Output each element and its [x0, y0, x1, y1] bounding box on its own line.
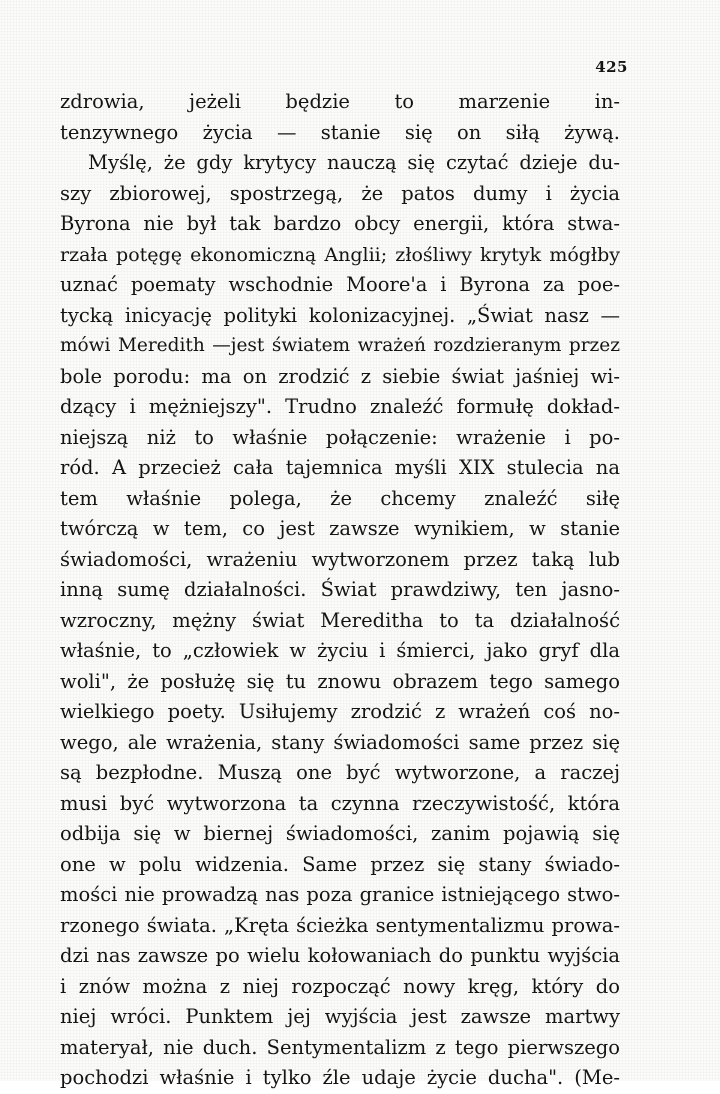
text-line: inną sumę działalności. Świat prawdziwy, ten jasno-	[60, 578, 620, 601]
text-line: zdrowia, jeżeli będzie to marzenie in-	[60, 90, 620, 113]
text-line: uznać poematy wschodnie Moore'a i Byrona za poe-	[60, 273, 620, 296]
text-line: musi być wytworzona ta czynna rzeczywistość, która	[60, 791, 620, 815]
page-number: 425	[595, 58, 628, 76]
text-line: twórczą w tem, co jest zawsze wynikiem, w stanie	[60, 517, 620, 540]
text-line: mości nie prowadzą nas poza granice istniejącego stwo-	[60, 883, 620, 906]
text-line: wzroczny, mężny świat Mereditha to ta działalność	[60, 608, 620, 632]
text-line: mówi Meredith —jest światem wrażeń rozdzieranym przez	[60, 335, 620, 356]
body-text	[60, 87, 620, 1094]
text-line: szy zbiorowej, spostrzegą, że patos dumy i życia	[60, 181, 620, 205]
paragraph-start-line: Myślę, że gdy krytycy nauczą się czytać dzieje du-	[88, 151, 620, 174]
text-line: Byrona nie był tak bardzo obcy energii, która stwa-	[60, 212, 620, 235]
text-line: ród. A przecież cała tajemnica myśli XIX stulecia na	[60, 456, 620, 479]
text-line: świadomości, wrażeniu wytworzonem przez taką lub	[60, 547, 620, 571]
text-line: odbija się w biernej świadomości, zanim pojawią się	[60, 822, 620, 845]
text-line: dzący i mężniejszy". Trudno znaleźć formułę dokład-	[60, 395, 620, 418]
text-line: właśnie, to „człowiek w życiu i śmierci, jako gryf dla	[60, 639, 620, 662]
text-line: materyał, nie duch. Sentymentalizm z tego pierwszego	[60, 1035, 620, 1059]
text-line: niejszą niż to właśnie połączenie: wrażenie i po-	[60, 425, 620, 449]
text-line: bole porodu: ma on zrodzić z siebie świat jaśniej wi-	[60, 364, 620, 388]
text-line: rzonego świata. „Kręta ścieżka sentymentalizmu prowa-	[60, 913, 620, 937]
text-line: tem właśnie polega, że chcemy znaleźć siłę	[60, 486, 620, 510]
text-line: wielkiego poety. Usiłujemy zrodzić z wrażeń coś no-	[60, 700, 620, 723]
text-line: niej wróci. Punktem jej wyjścia jest zawsze martwy	[60, 1005, 620, 1028]
text-line: wego, ale wrażenia, stany świadomości same przez się	[60, 730, 620, 754]
text-line: woli", że posłużę się tu znowu obrazem tego samego	[60, 669, 620, 693]
text-line: i znów można z niej rozpocząć nowy kręg, który do	[60, 974, 620, 998]
text-line: są bezpłodne. Muszą one być wytworzone, a raczej	[60, 761, 620, 784]
text-line: tycką inicyację polityki kolonizacyjnej. „Świat nasz —	[60, 303, 620, 327]
text-line: one w polu widzenia. Same przez się stany świado-	[60, 852, 620, 876]
text-line: rzała potęgę ekonomiczną Anglii; złośliwy krytyk mógłby	[60, 243, 620, 266]
text-line: dzi nas zawsze po wielu kołowaniach do punktu wyjścia	[60, 944, 620, 967]
text-line: pochodzi właśnie i tylko źle udaje życie ducha". (Me-	[60, 1066, 620, 1089]
text-line: tenzywnego życia — stanie się on siłą żywą.	[60, 120, 620, 144]
